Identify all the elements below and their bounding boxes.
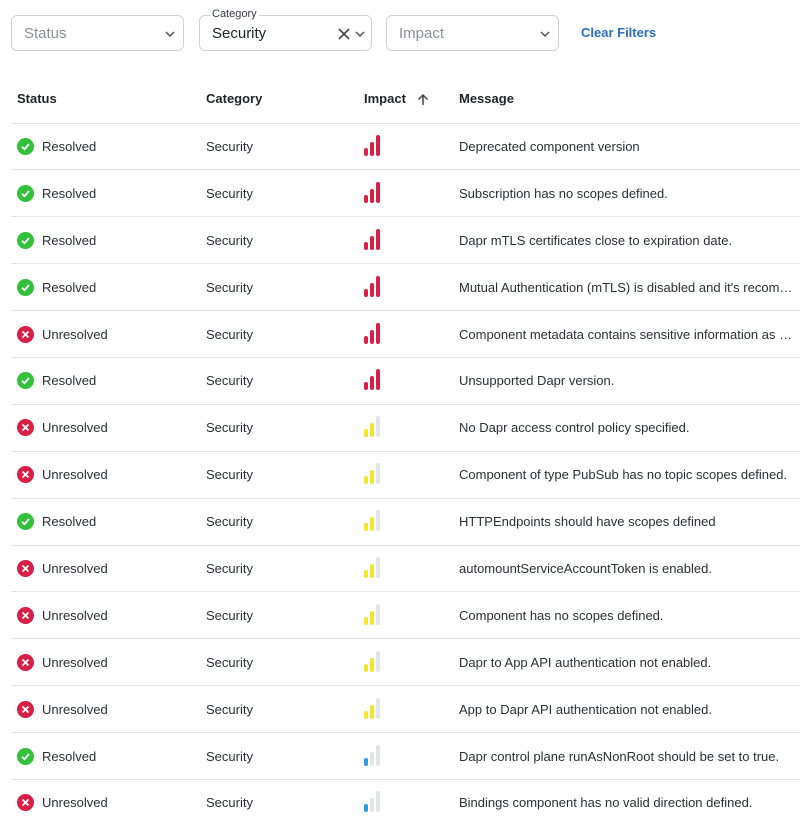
category-cell: Security [206, 733, 364, 780]
category-cell: Security [206, 170, 364, 217]
clear-icon[interactable] [336, 26, 352, 42]
check-circle-icon [17, 138, 34, 155]
impact-bar [370, 142, 374, 156]
impact-bar [370, 705, 374, 719]
impact-bar [376, 651, 380, 672]
impact-cell [364, 498, 459, 545]
impact-bar [376, 229, 380, 250]
chevron-down-icon[interactable] [354, 28, 366, 40]
status-cell [11, 264, 206, 311]
impact-bar [364, 429, 368, 437]
impact-bar [364, 242, 368, 250]
impact-cell [364, 357, 459, 404]
impact-cell [364, 217, 459, 264]
impact-cell [364, 639, 459, 686]
impact-bar [376, 135, 380, 156]
impact-bars-icon [364, 415, 380, 437]
category-cell: Security [206, 404, 364, 451]
issues-table [11, 75, 800, 825]
impact-bar [376, 791, 380, 812]
impact-bar [376, 463, 380, 484]
status-cell [11, 404, 206, 451]
table-row[interactable] [11, 686, 800, 733]
check-circle-icon [17, 513, 34, 530]
message-cell: automountServiceAccountToken is enabled. [459, 545, 800, 592]
status-cell [11, 639, 206, 686]
column-header-impact[interactable] [364, 75, 459, 123]
impact-bars-icon [364, 275, 380, 297]
impact-bars-icon [364, 603, 380, 625]
message-cell: App to Dapr API authentication not enabled. [459, 686, 800, 733]
table-row[interactable] [11, 592, 800, 639]
category-cell: Security [206, 545, 364, 592]
status-cell [11, 170, 206, 217]
x-circle-icon [17, 560, 34, 577]
impact-bars-icon [364, 322, 380, 344]
impact-cell [364, 592, 459, 639]
message-cell: Mutual Authentication (mTLS) is disabled and it's recom… [459, 264, 800, 311]
impact-bar [376, 182, 380, 203]
column-header-impact-label: Impact [364, 90, 406, 106]
table-row[interactable] [11, 779, 800, 825]
status-label: Resolved [42, 514, 97, 530]
impact-bars-icon [364, 462, 380, 484]
impact-bar [364, 617, 368, 625]
status-filter-select[interactable] [11, 15, 184, 51]
column-header-status[interactable]: Status [11, 75, 206, 123]
table-row[interactable] [11, 639, 800, 686]
impact-bar [370, 236, 374, 250]
status-label: Unresolved [42, 326, 108, 342]
arrow-up-icon[interactable] [416, 93, 430, 107]
category-cell: Security [206, 639, 364, 686]
status-label: Resolved [42, 138, 97, 154]
impact-bar [376, 557, 380, 578]
impact-bars-icon [364, 650, 380, 672]
impact-bar [364, 804, 368, 812]
x-circle-icon [17, 607, 34, 624]
table-row[interactable] [11, 545, 800, 592]
category-cell: Security [206, 123, 364, 170]
check-circle-icon [17, 185, 34, 202]
table-row[interactable] [11, 498, 800, 545]
status-label: Unresolved [42, 701, 108, 717]
impact-bar [364, 523, 368, 531]
impact-cell [364, 733, 459, 780]
table-row[interactable] [11, 404, 800, 451]
impact-cell [364, 404, 459, 451]
category-cell: Security [206, 779, 364, 825]
x-circle-icon [17, 326, 34, 343]
impact-bars-icon [364, 556, 380, 578]
impact-bars-icon [364, 744, 380, 766]
impact-bar [370, 564, 374, 578]
category-cell: Security [206, 498, 364, 545]
column-header-category[interactable]: Category [206, 75, 364, 123]
impact-bar [370, 376, 374, 390]
category-filter-select[interactable] [199, 8, 372, 51]
impact-bar [364, 758, 368, 766]
status-label: Resolved [42, 279, 97, 295]
status-cell [11, 123, 206, 170]
impact-filter-placeholder: Impact [399, 25, 445, 42]
impact-bars-icon [364, 509, 380, 531]
check-circle-icon [17, 232, 34, 249]
impact-bar [376, 323, 380, 344]
category-filter-label: Category [212, 8, 257, 20]
clear-filters-button[interactable]: Clear Filters [581, 25, 657, 40]
category-filter-value: Security [212, 25, 267, 42]
table-row[interactable] [11, 123, 800, 170]
status-label: Unresolved [42, 420, 108, 436]
category-cell: Security [206, 311, 364, 358]
impact-bar [364, 382, 368, 390]
table-row[interactable] [11, 264, 800, 311]
table-row[interactable] [11, 451, 800, 498]
x-circle-icon [17, 654, 34, 671]
impact-bar [370, 798, 374, 812]
status-cell [11, 311, 206, 358]
category-cell: Security [206, 264, 364, 311]
table-row[interactable] [11, 311, 800, 358]
impact-bar [364, 664, 368, 672]
status-cell [11, 498, 206, 545]
x-circle-icon [17, 419, 34, 436]
impact-bars-icon [364, 790, 380, 812]
message-cell: Component metadata contains sensitive information as … [459, 311, 800, 358]
status-filter-placeholder: Status [24, 25, 67, 42]
message-cell: No Dapr access control policy specified. [459, 404, 800, 451]
message-cell: Unsupported Dapr version. [459, 357, 800, 404]
message-cell: Component of type PubSub has no topic scopes defined. [459, 451, 800, 498]
impact-bar [370, 752, 374, 766]
table-row[interactable] [11, 217, 800, 264]
status-label: Resolved [42, 185, 97, 201]
status-cell [11, 451, 206, 498]
impact-bar [370, 423, 374, 437]
impact-bar [364, 148, 368, 156]
impact-cell [364, 264, 459, 311]
status-label: Unresolved [42, 607, 108, 623]
category-cell: Security [206, 217, 364, 264]
status-cell [11, 686, 206, 733]
impact-bar [364, 289, 368, 297]
impact-bar [376, 369, 380, 390]
impact-bar [376, 698, 380, 719]
x-circle-icon [17, 466, 34, 483]
impact-cell [364, 686, 459, 733]
message-cell: Subscription has no scopes defined. [459, 170, 800, 217]
impact-bar [376, 604, 380, 625]
x-circle-icon [17, 794, 34, 811]
impact-bar [376, 276, 380, 297]
impact-bar [370, 189, 374, 203]
check-circle-icon [17, 372, 34, 389]
chevron-down-icon[interactable] [539, 28, 551, 40]
impact-bar [364, 476, 368, 484]
status-label: Unresolved [42, 467, 108, 483]
impact-cell [364, 779, 459, 825]
impact-bars-icon [364, 697, 380, 719]
impact-bar [364, 195, 368, 203]
impact-bar [376, 745, 380, 766]
impact-bar [370, 283, 374, 297]
status-label: Resolved [42, 748, 97, 764]
column-header-message[interactable]: Message [459, 75, 800, 123]
status-cell [11, 545, 206, 592]
table-row[interactable] [11, 733, 800, 780]
impact-cell [364, 311, 459, 358]
table-row[interactable] [11, 170, 800, 217]
impact-bar [364, 336, 368, 344]
status-label: Resolved [42, 232, 97, 248]
status-label: Unresolved [42, 560, 108, 576]
status-cell [11, 357, 206, 404]
filter-bar [11, 8, 791, 51]
impact-bar [370, 658, 374, 672]
status-cell [11, 779, 206, 825]
status-label: Resolved [42, 373, 97, 389]
impact-bars-icon [364, 228, 380, 250]
message-cell: Component has no scopes defined. [459, 592, 800, 639]
impact-bars-icon [364, 181, 380, 203]
check-circle-icon [17, 748, 34, 765]
impact-bar [370, 517, 374, 531]
impact-cell [364, 123, 459, 170]
status-label: Unresolved [42, 795, 108, 811]
chevron-down-icon[interactable] [164, 28, 176, 40]
impact-cell [364, 170, 459, 217]
status-cell [11, 217, 206, 264]
check-circle-icon [17, 279, 34, 296]
impact-bar [370, 330, 374, 344]
impact-bar [364, 711, 368, 719]
table-row[interactable] [11, 357, 800, 404]
impact-cell [364, 451, 459, 498]
impact-bars-icon [364, 368, 380, 390]
category-cell: Security [206, 451, 364, 498]
category-cell: Security [206, 592, 364, 639]
x-circle-icon [17, 701, 34, 718]
impact-bar [364, 570, 368, 578]
message-cell: Dapr to App API authentication not enabled. [459, 639, 800, 686]
status-cell [11, 733, 206, 780]
impact-bars-icon [364, 134, 380, 156]
message-cell: Deprecated component version [459, 123, 800, 170]
impact-bar [376, 510, 380, 531]
message-cell: Bindings component has no valid direction defined. [459, 779, 800, 825]
impact-cell [364, 545, 459, 592]
message-cell: Dapr control plane runAsNonRoot should be set to true. [459, 733, 800, 780]
message-cell: Dapr mTLS certificates close to expiration date. [459, 217, 800, 264]
status-label: Unresolved [42, 654, 108, 670]
status-cell [11, 592, 206, 639]
impact-bar [370, 611, 374, 625]
table-header-row [11, 75, 800, 123]
impact-bar [370, 470, 374, 484]
category-cell: Security [206, 686, 364, 733]
message-cell: HTTPEndpoints should have scopes defined [459, 498, 800, 545]
impact-filter-select[interactable] [386, 15, 559, 51]
category-cell: Security [206, 357, 364, 404]
impact-bar [376, 416, 380, 437]
